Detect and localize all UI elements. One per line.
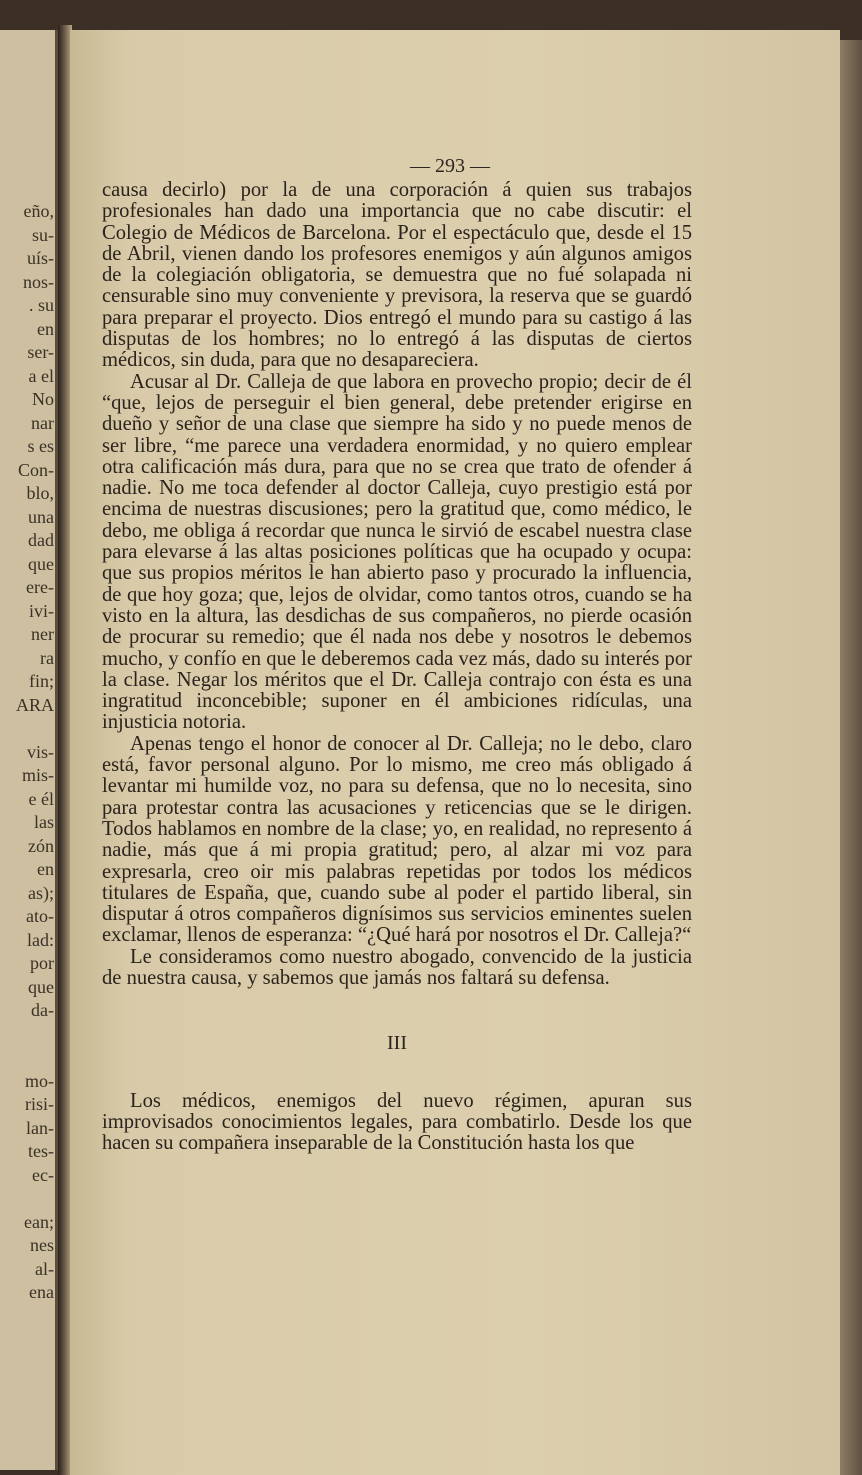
facing-page-fragment: que — [28, 976, 54, 997]
facing-page-fragment: blo, — [26, 483, 54, 503]
facing-page-fragment: lad: — [27, 929, 54, 950]
facing-page-fragment: ARA — [15, 694, 54, 715]
facing-page-fragment: ra — [40, 647, 54, 668]
facing-page-fragment: tes- — [28, 1141, 54, 1161]
facing-page-fragment: uís- — [27, 248, 54, 268]
facing-page-fragment: en — [37, 318, 54, 339]
facing-page-fragment: su- — [32, 224, 54, 245]
facing-page-fragment: ena — [29, 1282, 54, 1302]
facing-page-text-fragments — [0, 200, 54, 1305]
facing-page-fragment: nar — [31, 412, 54, 433]
facing-page — [0, 30, 58, 1470]
facing-page-fragment: una — [28, 506, 54, 527]
paragraph-2: Acusar al Dr. Calleja de que labora en provecho propio; decir de él “que, lejos de perseguir el bien general, debe pretender erigirse en dueño y señor de una clase que siempre ha sido y no puede menos de ser libre, “me parece una verdadera enormidad, y no quiero emplear otra calificación más dura, para que no se crea que trato de ofender á nadie. No me toca defender al doctor Calleja, cuyo prestigio está por encima de nuestras discusiones; pero la gratitud que, como médico, le debo, me obliga á recordar que nunca le sirvió de escabel nuestra clase para elevarse á las altas posiciones políticas que ha ocupado y ocupa: que sus propios méritos le han abierto paso y procurado la influencia, de que hoy goza; que, lejos de olvidar, como tantos otros, cuando se ha visto en la altura, las desdichas de sus compañeros, no pierde ocasión de procurar su remedio; que él nada nos debe y nosotros le debemos mucho, y confío en que le deberemos cada vez más, dado su interés por la clase. Negar los méritos que el Dr. Calleja contrajo con ésta es una ingratitud inconcebible; suponer en él ambiciones ridículas, una injusticia notoria. — [102, 370, 692, 734]
paragraph-4: Le consideramos como nuestro abogado, convencido de la justicia de nuestra causa, y sabemos que jamás nos faltará su defensa. — [102, 945, 692, 989]
facing-page-fragment — [0, 1023, 54, 1047]
page-number: — 293 — — [410, 155, 490, 177]
facing-page-fragment: en — [37, 859, 54, 879]
facing-page-fragment: as); — [28, 882, 54, 903]
paragraph-3: Apenas tengo el honor de conocer al Dr. Calleja; no le debo, claro está, favor personal alguno. Por lo mismo, me creo más obligado á levantar mi humilde voz, no para su defensa, que no lo necesita, sino para protestar contra las acusaciones y reticencias que se le dirigen. Todos hablamos en nombre de la clase; yo, en realidad, no represento á nadie, más que á mi propia gratitud; pero, al alzar mi voz para expresarla, creo oir mis palabras repetidas por todos los médicos titulares de España, que, cuando sube al poder el partido liberal, sin disputar á otros compañeros dignísimos sus servicios eminentes suelen exclamar, llenos de esperanza: “¿Qué hará por nosotros el Dr. Calleja?“ — [102, 732, 692, 947]
facing-page-fragment: zón — [28, 835, 54, 856]
facing-page-fragment: mis- — [21, 765, 54, 785]
facing-page-fragment — [0, 717, 54, 741]
facing-page-fragment — [0, 1046, 54, 1070]
paragraph-5: Los médicos, enemigos del nuevo régimen, apuran sus improvisados conocimientos legales, para combatirlo. Desde los que hacen su compañera inseparable de la Constitución hasta los que — [102, 1089, 692, 1155]
facing-page-fragment: ivi- — [29, 600, 54, 621]
facing-page-fragment: da- — [31, 1000, 54, 1020]
facing-page-fragment: ser- — [27, 342, 54, 362]
facing-page-fragment: eño, — [23, 201, 54, 221]
paragraph-1: causa decirlo) por la de una corporación á quien sus trabajos profesionales han dado una importancia que no cabe discutir: el Colegio de Médicos de Barcelona. Por el espectáculo que, desde el 15 de Abril, vienen dando los profesores enemigos y aún algunos amigos de la colegiación obligatoria, se demuestra que no fué solapada ni censurable sino muy conveniente y previsora, la reserva que se guardó para preparar el proyecto. Dios entregó el mundo para su castigo á las disputas de los hombres; no lo entregó á las disputas de ciertos médicos, sin duda, para que no desapareciera. — [102, 179, 692, 372]
facing-page-fragment: fin; — [29, 671, 54, 691]
facing-page-fragment: ner — [31, 624, 54, 644]
facing-page-fragment: s es — [27, 436, 54, 456]
facing-page-fragment: por — [30, 953, 54, 973]
facing-page-fragment: las — [34, 812, 54, 832]
facing-page-fragment: e él — [28, 788, 54, 809]
facing-page-fragment: vis- — [27, 741, 54, 762]
facing-page-fragment: al- — [35, 1258, 54, 1279]
section-heading: III — [387, 1032, 407, 1055]
facing-page-fragment: nos- — [23, 271, 54, 292]
page-edge — [840, 40, 862, 1475]
facing-page-fragment: nes — [30, 1235, 54, 1255]
facing-page-fragment: que — [28, 553, 54, 574]
facing-page-fragment: lan- — [26, 1117, 54, 1138]
page-body — [102, 180, 692, 1154]
facing-page-fragment: mo- — [25, 1070, 54, 1091]
facing-page-fragment: No — [32, 389, 54, 409]
facing-page-fragment: ere- — [26, 577, 54, 597]
facing-page-fragment: risi- — [25, 1094, 54, 1114]
facing-page-fragment: a el — [28, 365, 54, 386]
facing-page-fragment — [0, 1187, 54, 1211]
facing-page-fragment: ec- — [32, 1164, 54, 1185]
facing-page-fragment: ean; — [24, 1211, 54, 1232]
facing-page-fragment: ato- — [26, 906, 54, 926]
facing-page-fragment: . su — [28, 295, 54, 315]
book-page — [70, 30, 840, 1475]
facing-page-fragment: Con- — [18, 459, 54, 480]
facing-page-fragment: dad — [28, 530, 54, 550]
